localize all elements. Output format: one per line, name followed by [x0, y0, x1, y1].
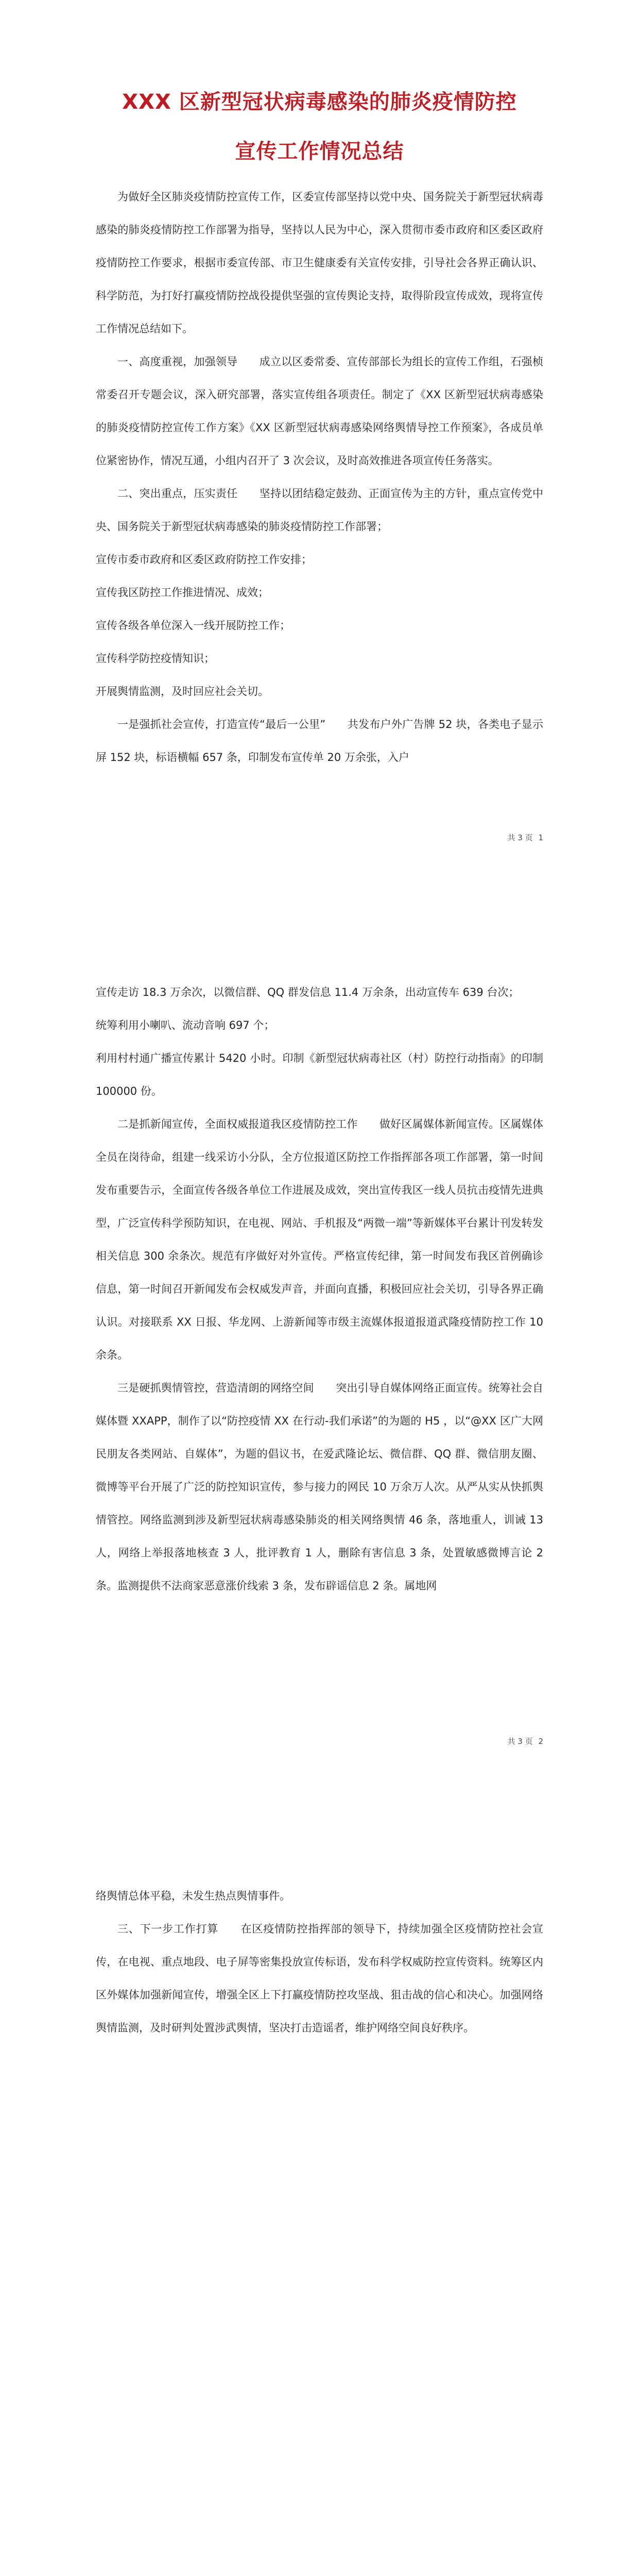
body-paragraph: 三是硬抓舆情管控，营造清朗的网络空间 突出引导自媒体网络正面宣传。统筹社会自媒体暨 XXAPP，制作了以“防控疫情 XX 在行动-我们承诺”的为题的 H5 ，以“@XX 区广大网民朋友各类网站、自媒体”，为题的倡议书，在爱武隆论坛、微信群、QQ 群、微信朋友圈、微博等平台开展了广泛的防控知识宣传，参与接力的网民 10 万余万人次。从严从实从快抓舆情管控。网络监测到涉及新型冠状病毒感染肺炎的相关网络舆情 46 条，落地重人，训诫 13 人，网络上举报落地核查 3 人，批评教育 1 人，删除有害信息 3 条，处置敏感微博言论 2 条。监测提供不法商家恶意涨价线索 3 条，发布辟谣信息 2 条。属地网 [96, 1382, 543, 1592]
body-paragraph: 络舆情总体平稳，未发生热点舆情事件。 [96, 1890, 290, 1902]
body-paragraph: 开展舆情监测，及时回应社会关切。 [96, 685, 269, 698]
body-paragraph: 利用村村通广播宣传累计 5420 小时。印制《新型冠状病毒社区（村）防控行动指南》的印制 100000 份。 [96, 1052, 543, 1097]
page-body [96, 976, 543, 1602]
body-paragraph: 三、下一步工作打算 在区疫情防控指挥部的领导下，持续加强全区疫情防控社会宣传，在电视、重点地段、电子屏等密集投放宣传标语，发布科学权威防控宣传资料。统筹区内区外媒体加强新闻宣传，增强全区上下打赢疫情防控攻坚战、狙击战的信心和决心。加强网络舆情监测，及时研判处置涉武舆情，坚决打击造谣者，维护网络空间良好秩序。 [96, 1923, 543, 2034]
page-footer [505, 1736, 543, 1747]
page-total: 共 3 页 [507, 833, 533, 842]
page-content [96, 1879, 543, 2044]
document-page-2 [0, 904, 639, 1807]
body-paragraph: 统筹利用小喇叭、流动音响 697 个； [96, 1019, 275, 1031]
page-content [96, 77, 543, 774]
body-paragraph: 宣传市委市政府和区委区政府防控工作安排； [96, 553, 312, 566]
page-number: 2 [538, 1737, 543, 1746]
body-paragraph: 为做好全区肺炎疫情防控宣传工作，区委宣传部坚持以党中央、国务院关于新型冠状病毒感染的肺炎疫情防控工作部署为指导，坚持以人民为中心，深入贯彻市委市政府和区委区政府疫情防控工作要求，根据市委宣传部、市卫生健康委有关宣传安排，引导社会各界正确认识、科学防范，为打好打赢疫情防控战役提供坚强的宣传舆论支持，取得阶段宣传成效，现将宣传工作情况总结如下。 [96, 191, 543, 335]
body-paragraph: 宣传走访 18.3 万余次，以微信群、QQ 群发信息 11.4 万余条，出动宣传车 639 台次； [96, 986, 520, 998]
page-body [96, 1879, 543, 2044]
page-total: 共 3 页 [507, 1737, 533, 1746]
document-page-3 [0, 1807, 639, 2576]
page-content [96, 976, 543, 1602]
body-paragraph: 宣传各级各单位深入一线开展防控工作； [96, 619, 290, 632]
body-paragraph: 二、突出重点，压实责任 坚持以团结稳定鼓劲、正面宣传为主的方针，重点宣传党中央、国务院关于新型冠状病毒感染的肺炎疫情防控工作部署； [96, 487, 543, 533]
body-paragraph: 二是抓新闻宣传，全面权威报道我区疫情防控工作 做好区属媒体新闻宣传。区属媒体全员在岗待命，组建一线采访小分队，全方位报道区防控工作指挥部各项工作部署，第一时间发布重要告示，全面宣传各级各单位工作进展及成效，突出宣传我区一线人员抗击疫情先进典型，广泛宣传科学预防知识，在电视、网站、手机报及“两微一端”等新媒体平台累计刊发转发相关信息 300 余条次。规范有序做好对外宣传。严格宣传纪律，第一时间发布我区首例确诊信息，第一时间召开新闻发布会权威发声音，并面向直播，积极回应社会关切，引导各界正确认识。对接联系 XX 日报、华龙网、上游新闻等市级主流媒体报道报道武隆疫情防控工作 10 余条。 [96, 1118, 543, 1361]
body-paragraph: 一是强抓社会宣传，打造宣传“最后一公里” 共发布户外广告牌 52 块，各类电子显示屏 152 块，标语横幅 657 条，印制发布宣传单 20 万余张，入户 [96, 718, 543, 764]
body-paragraph: 一、高度重视，加强领导 成立以区委常委、宣传部部长为组长的宣传工作组，石强桢常委召开专题会议，深入研究部署，落实宣传组各项责任。制定了《XX 区新型冠状病毒感染的肺炎疫情防控宣传工作方案》《XX 区新型冠状病毒感染网络舆情导控工作预案》，各成员单位紧密协作，情况互通，小组内召开了 3 次会议，及时高效推进各项宣传任务落实。 [96, 355, 543, 467]
title-line-2: 宣传工作情况总结 [235, 140, 404, 163]
document-title [96, 77, 543, 176]
title-line-1: XXX 区新型冠状病毒感染的肺炎疫情防控 [122, 90, 517, 114]
page-body [96, 180, 543, 774]
document-page-1 [0, 0, 639, 904]
body-paragraph: 宣传我区防控工作推进情况、成效； [96, 586, 269, 599]
body-paragraph: 宣传科学防控疫情知识； [96, 652, 215, 665]
page-number: 1 [538, 833, 543, 842]
page-footer [505, 832, 543, 843]
